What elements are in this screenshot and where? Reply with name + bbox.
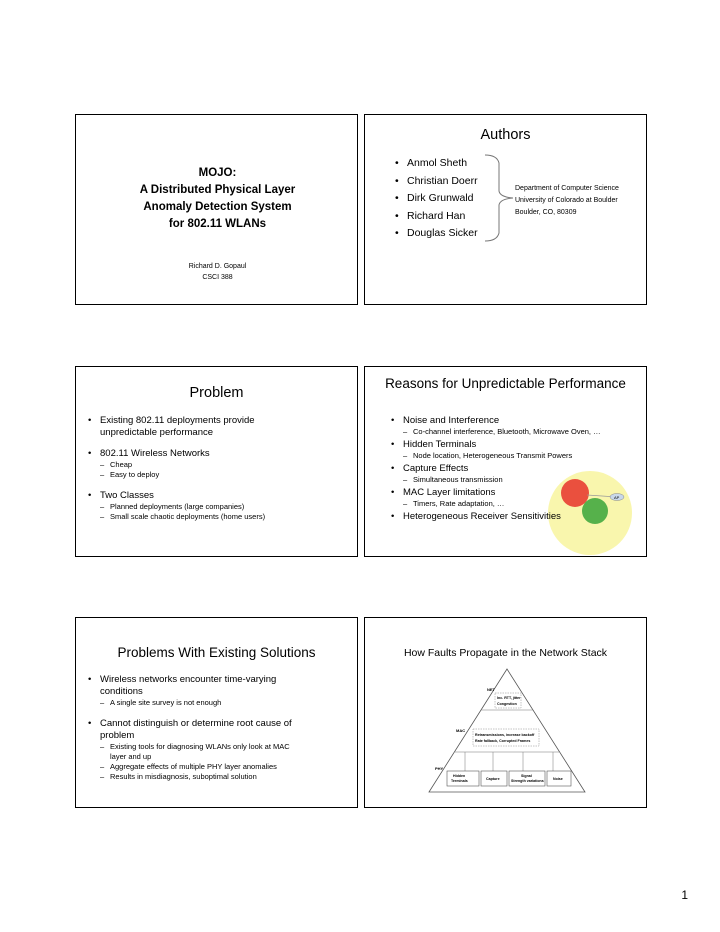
course-name: CSCI 388 bbox=[202, 274, 233, 281]
ap-label: AP bbox=[614, 495, 620, 500]
affiliation-line: Department of Computer Science bbox=[515, 185, 619, 192]
slide-title: Authors bbox=[480, 127, 531, 143]
phy-label: PHY bbox=[435, 766, 444, 771]
phy-box-text: Signal bbox=[521, 774, 532, 778]
bullet-item: • Two Classes bbox=[88, 490, 298, 502]
slide-problem bbox=[75, 366, 358, 557]
author-item: • Richard Han bbox=[395, 208, 478, 226]
sub-bullet-item: – A single site survey is not enough bbox=[88, 698, 303, 708]
net-label: NET bbox=[487, 687, 495, 692]
title-line-1: MOJO: bbox=[198, 167, 237, 179]
author-list bbox=[395, 155, 478, 243]
affiliation-line: Boulder, CO, 80309 bbox=[515, 209, 577, 216]
title-line-3: Anomaly Detection System bbox=[143, 201, 292, 213]
bullet-item: • Hidden Terminals bbox=[391, 439, 641, 451]
slide-fault-propagation bbox=[364, 617, 647, 808]
presenter-name: Richard D. Gopaul bbox=[188, 263, 247, 270]
slide-title bbox=[75, 114, 358, 305]
title-line-4: for 802.11 WLANs bbox=[168, 218, 267, 230]
mac-box-line: Retransmissions, increase backoff bbox=[475, 733, 535, 737]
sub-bullet-item: – Node location, Heterogeneous Transmit Powers bbox=[391, 451, 641, 461]
sub-bullet-item: – Planned deployments (large companies) bbox=[88, 502, 298, 512]
bullet-item: • Capture Effects bbox=[391, 463, 641, 475]
stack-pyramid-diagram bbox=[425, 666, 590, 796]
slide-title: Reasons for Unpredictable Performance bbox=[385, 376, 626, 391]
brace-icon bbox=[483, 153, 519, 243]
page-number: 1 bbox=[681, 888, 688, 902]
affiliation-line: University of Colorado at Boulder bbox=[515, 197, 618, 204]
slide-title: Problem bbox=[189, 385, 244, 401]
sub-bullet-item: – Existing tools for diagnosing WLANs only look at MAC layer and up bbox=[88, 742, 303, 762]
author-item: • Dirk Grunwald bbox=[395, 190, 478, 208]
phy-box-text: Hidden bbox=[453, 774, 466, 778]
sub-bullet-item: – Cheap bbox=[88, 460, 298, 470]
bullet-item: • Noise and Interference bbox=[391, 415, 641, 427]
bullet-item: • Wireless networks encounter time-varying conditions bbox=[88, 674, 303, 698]
slide-authors bbox=[364, 114, 647, 305]
phy-box-text: Strength variations bbox=[511, 779, 544, 783]
phy-box-text: Capture bbox=[486, 777, 500, 781]
author-item: • Anmol Sheth bbox=[395, 155, 478, 173]
author-item: • Douglas Sicker bbox=[395, 225, 478, 243]
net-box-line: Congestion bbox=[497, 702, 517, 706]
bullet-item: • MAC Layer limitations bbox=[391, 487, 641, 499]
sub-bullet-item: – Simultaneous transmission bbox=[391, 475, 641, 485]
slide-existing-solutions bbox=[75, 617, 358, 808]
bullet-list bbox=[391, 415, 641, 523]
bullet-list bbox=[88, 415, 298, 522]
slide-title: Problems With Existing Solutions bbox=[117, 645, 316, 660]
sub-bullet-item: – Aggregate effects of multiple PHY layer anomalies bbox=[88, 762, 303, 772]
sub-bullet-item: – Results in misdiagnosis, suboptimal solution bbox=[88, 772, 303, 782]
slide-reasons bbox=[364, 366, 647, 557]
net-box-line: Inc. RTT, jitter bbox=[497, 696, 521, 700]
bullet-item: • Heterogeneous Receiver Sensitivities bbox=[391, 511, 641, 523]
affiliation bbox=[515, 183, 619, 219]
bullet-item: • Existing 802.11 deployments provide unpredictable performance bbox=[88, 415, 298, 439]
slide-title: How Faults Propagate in the Network Stack bbox=[403, 647, 608, 659]
sub-bullet-item: – Small scale chaotic deployments (home users) bbox=[88, 512, 298, 522]
bullet-item: • Cannot distinguish or determine root cause of problem bbox=[88, 718, 303, 742]
phy-box-text: Terminals bbox=[451, 779, 468, 783]
sub-bullet-item: – Timers, Rate adaptation, … bbox=[391, 499, 641, 509]
mac-label: MAC bbox=[456, 728, 466, 733]
title-line-2: A Distributed Physical Layer bbox=[139, 184, 296, 196]
mac-box-line: Rate fallback, Corrupted Frames bbox=[475, 739, 531, 743]
author-item: • Christian Doerr bbox=[395, 173, 478, 191]
sub-bullet-item: – Co-channel interference, Bluetooth, Microwave Oven, … bbox=[391, 427, 641, 437]
phy-box-text: Noise bbox=[553, 777, 563, 781]
bullet-list bbox=[88, 674, 303, 782]
bullet-item: • 802.11 Wireless Networks bbox=[88, 448, 298, 460]
sub-bullet-item: – Easy to deploy bbox=[88, 470, 298, 480]
